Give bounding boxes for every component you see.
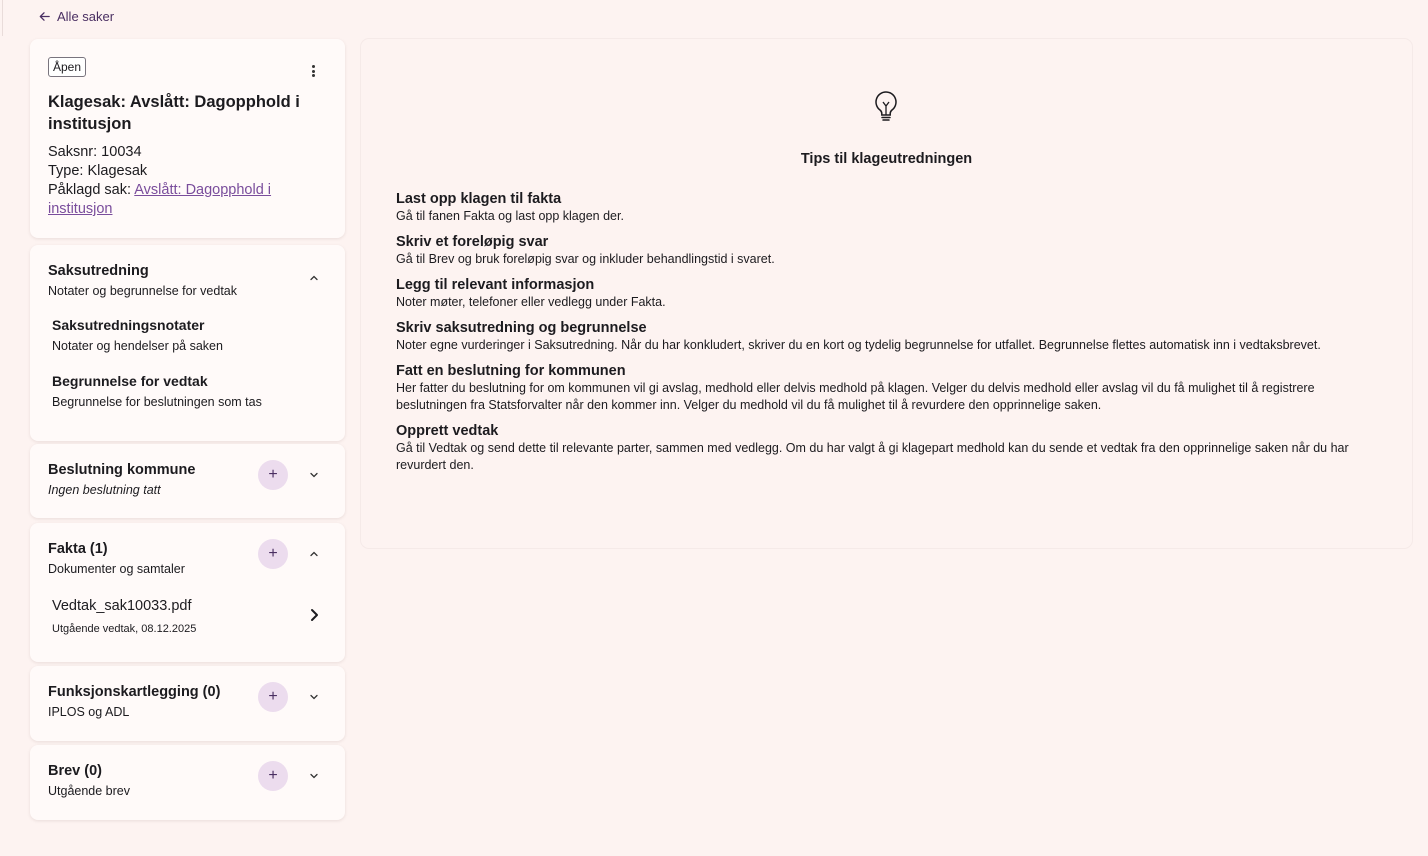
tip-heading: Fatt en beslutning for kommunen xyxy=(396,363,626,379)
brev-subtitle: Utgående brev xyxy=(48,784,131,798)
subitem-title: Begrunnelse for vedtak xyxy=(52,373,208,389)
beslutning-title: Beslutning kommune xyxy=(48,462,196,478)
tip-body: Gå til Vedtak og send dette til relevante parter, sammen med vedlegg. Om du har valgt å gi klagepart medhold kan du sende et vedtak fra den opprinnelige saken når du har revurdert den. xyxy=(396,441,1349,472)
document-meta: Utgående vedtak, 08.12.2025 xyxy=(52,623,197,635)
document-row[interactable] xyxy=(48,598,327,635)
appealed-case-link[interactable]: Avslått: Dagopphold i institusjon xyxy=(48,182,272,217)
lightbulb-icon xyxy=(873,90,899,122)
appealed-case xyxy=(48,181,327,219)
case-number: Saksnr: 10034 xyxy=(48,144,142,160)
chevron-up-icon[interactable] xyxy=(309,549,319,559)
saksutredning-title: Saksutredning xyxy=(48,263,149,279)
left-edge-divider xyxy=(0,0,3,36)
fakta-subtitle: Dokumenter og samtaler xyxy=(48,562,185,576)
fakta-title: Fakta (1) xyxy=(48,541,108,557)
document-name: Vedtak_sak10033.pdf xyxy=(52,598,192,614)
back-link-label: Alle saker xyxy=(57,9,115,24)
tip-heading: Last opp klagen til fakta xyxy=(396,191,562,207)
add-fakta-button[interactable]: + xyxy=(258,539,288,569)
tip-heading: Skriv et foreløpig svar xyxy=(396,234,549,250)
case-info-card xyxy=(30,39,345,238)
chevron-down-icon[interactable] xyxy=(309,470,319,480)
brev-title: Brev (0) xyxy=(48,763,102,779)
beslutning-card xyxy=(30,444,345,518)
back-link[interactable] xyxy=(38,9,114,24)
chevron-down-icon[interactable] xyxy=(309,692,319,702)
chevron-up-icon[interactable] xyxy=(309,273,319,283)
tip-item xyxy=(396,423,1366,474)
tips-list xyxy=(396,191,1366,483)
more-options-icon[interactable] xyxy=(307,65,319,77)
saksutredningsnotater-item[interactable] xyxy=(48,317,327,353)
case-title: Klagesak: Avslått: Dagopphold i institusjon xyxy=(48,93,300,133)
tip-body: Gå til fanen Fakta og last opp klagen der. xyxy=(396,209,624,223)
chevron-right-icon xyxy=(309,608,319,622)
beslutning-subtitle: Ingen beslutning tatt xyxy=(48,483,161,497)
fakta-card xyxy=(30,523,345,662)
funksjonskartlegging-subtitle: IPLOS og ADL xyxy=(48,705,130,719)
saksutredning-card xyxy=(30,245,345,441)
tip-body: Gå til Brev og bruk foreløpig svar og inkluder behandlingstid i svaret. xyxy=(396,252,775,266)
case-type: Type: Klagesak xyxy=(48,163,148,179)
subitem-title: Saksutredningsnotater xyxy=(52,317,205,333)
tip-heading: Legg til relevant informasjon xyxy=(396,277,595,293)
subitem-subtitle: Notater og hendelser på saken xyxy=(52,339,223,353)
funksjonskartlegging-card xyxy=(30,666,345,741)
begrunnelse-item[interactable] xyxy=(48,373,327,409)
tip-item xyxy=(396,277,1366,311)
tips-title: Tips til klageutredningen xyxy=(800,151,973,167)
funksjonskartlegging-title: Funksjonskartlegging (0) xyxy=(48,684,221,700)
tip-item xyxy=(396,363,1366,414)
tip-heading: Skriv saksutredning og begrunnelse xyxy=(396,320,647,336)
tips-panel xyxy=(361,39,1412,548)
tip-body: Noter møter, telefoner eller vedlegg under Fakta. xyxy=(396,295,666,309)
appealed-case-label: Påklagd sak: xyxy=(48,182,132,198)
saksutredning-subtitle: Notater og begrunnelse for vedtak xyxy=(48,284,238,298)
tip-item xyxy=(396,191,1366,225)
status-badge: Åpen xyxy=(48,57,86,77)
tip-heading: Opprett vedtak xyxy=(396,423,499,439)
add-brev-button[interactable]: + xyxy=(258,761,288,791)
add-funksjonskartlegging-button[interactable]: + xyxy=(258,682,288,712)
tip-body: Noter egne vurderinger i Saksutredning. Når du har konkludert, skriver du en kort og tydelig begrunnelse for utfallet. Begrunnelse flettes automatisk inn i vedtaksbrevet. xyxy=(396,338,1321,352)
tip-body: Her fatter du beslutning for om kommunen vil gi avslag, medhold eller delvis medhold på klagen. Velger du delvis medhold eller avslag vil du få mulighet til å registrere beslutningen fra Statsforvalter når den kommer inn. Velger du medhold vil du få mulighet til å revurdere den opprinnelige saken. xyxy=(396,381,1315,412)
tip-item xyxy=(396,234,1366,268)
arrow-left-icon xyxy=(38,10,51,23)
brev-card xyxy=(30,745,345,820)
chevron-down-icon[interactable] xyxy=(309,771,319,781)
tip-item xyxy=(396,320,1366,354)
add-beslutning-button[interactable]: + xyxy=(258,460,288,490)
subitem-subtitle: Begrunnelse for beslutningen som tas xyxy=(52,395,262,409)
